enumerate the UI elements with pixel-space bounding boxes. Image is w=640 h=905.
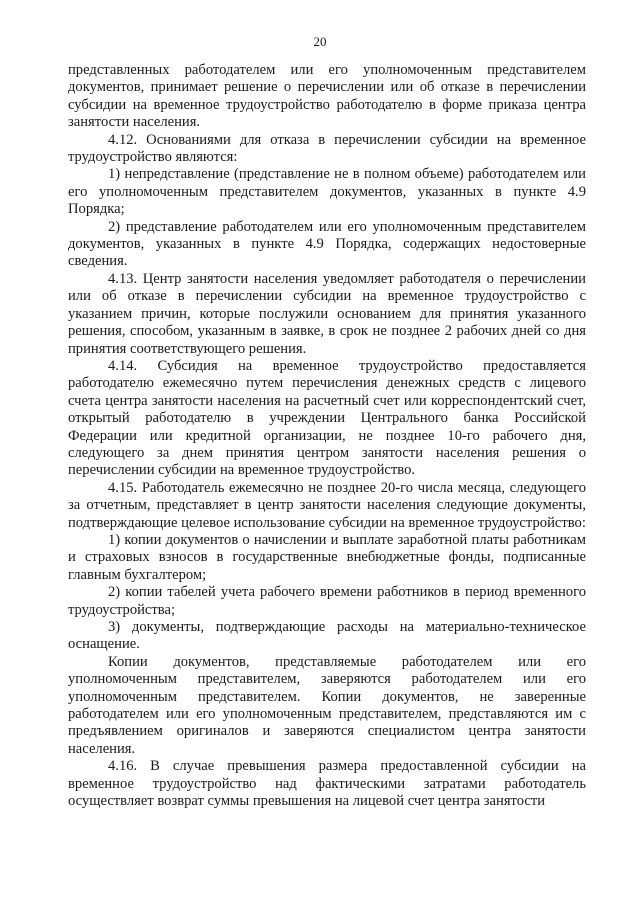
- paragraph-4-16: 4.16. В случае превышения размера предоставленной субсидии на временное трудоустройство над фактическими затратами работодатель осуществляет возврат суммы превышения на лицевой счет центра занятости: [68, 758, 586, 810]
- list-item-4-12-2: 2) представление работодателем или его уполномоченным представителем документов, указанных в пункте 4.9 Порядка, содержащих недостоверные сведения.: [68, 218, 586, 270]
- page-number: 20: [313, 34, 327, 49]
- paragraph-4-12: 4.12. Основаниями для отказа в перечислении субсидии на временное трудоустройство являются:: [68, 131, 586, 166]
- paragraph-copies: Копии документов, представляемые работодателем или его уполномоченным представителем, заверяются работодателем или его уполномоченным представителем. Копии документов, не заверенные работодателем или его уполномоченным представителем, представляются им с предъявлением оригиналов и заверяются специалистом центра занятости населения.: [68, 653, 586, 757]
- paragraph-4-13: 4.13. Центр занятости населения уведомляет работодателя о перечислении или об отказе в перечислении субсидии на временное трудоустройство с указанием причин, которые послужили основанием для принятия указанного решения, способом, указанным в заявке, в срок не позднее 2 рабочих дней со дня принятия соответствующего решения.: [68, 270, 586, 357]
- paragraph-4-15: 4.15. Работодатель ежемесячно не позднее 20-го числа месяца, следующего за отчетным, представляет в центр занятости населения следующие документы, подтверждающие целевое использование субсидии на временное трудоустройство:: [68, 479, 586, 531]
- document-body: [68, 62, 586, 810]
- paragraph-continuation: представленных работодателем или его уполномоченным представителем документов, принимает решение о перечислении или об отказе в перечислении субсидии на временное трудоустройство работодателю в форме приказа центра занятости населения.: [68, 62, 586, 131]
- paragraph-4-14: 4.14. Субсидия на временное трудоустройство предоставляется работодателю ежемесячно путем перечисления денежных средств с лицевого счета центра занятости населения на расчетный счет или корреспондентский счет, открытый работодателю в учреждении Центрального банка Российской Федерации или кредитной организации, не позднее 10-го рабочего дня, следующего за днем принятия центром занятости населения решения о перечислении субсидии на временное трудоустройство.: [68, 357, 586, 479]
- list-item-4-15-2: 2) копии табелей учета рабочего времени работников в период временного трудоустройства;: [68, 584, 586, 618]
- list-item-4-12-1: 1) непредставление (представление не в полном объеме) работодателем или его уполномоченным представителем документов, указанных в пункте 4.9 Порядка;: [68, 166, 586, 218]
- list-item-4-15-1: 1) копии документов о начислении и выплате заработной платы работникам и страховых взносов в государственные внебюджетные фонды, подписанные главным бухгалтером;: [68, 531, 586, 583]
- list-item-4-15-3: 3) документы, подтверждающие расходы на материально-техническое оснащение.: [68, 619, 586, 653]
